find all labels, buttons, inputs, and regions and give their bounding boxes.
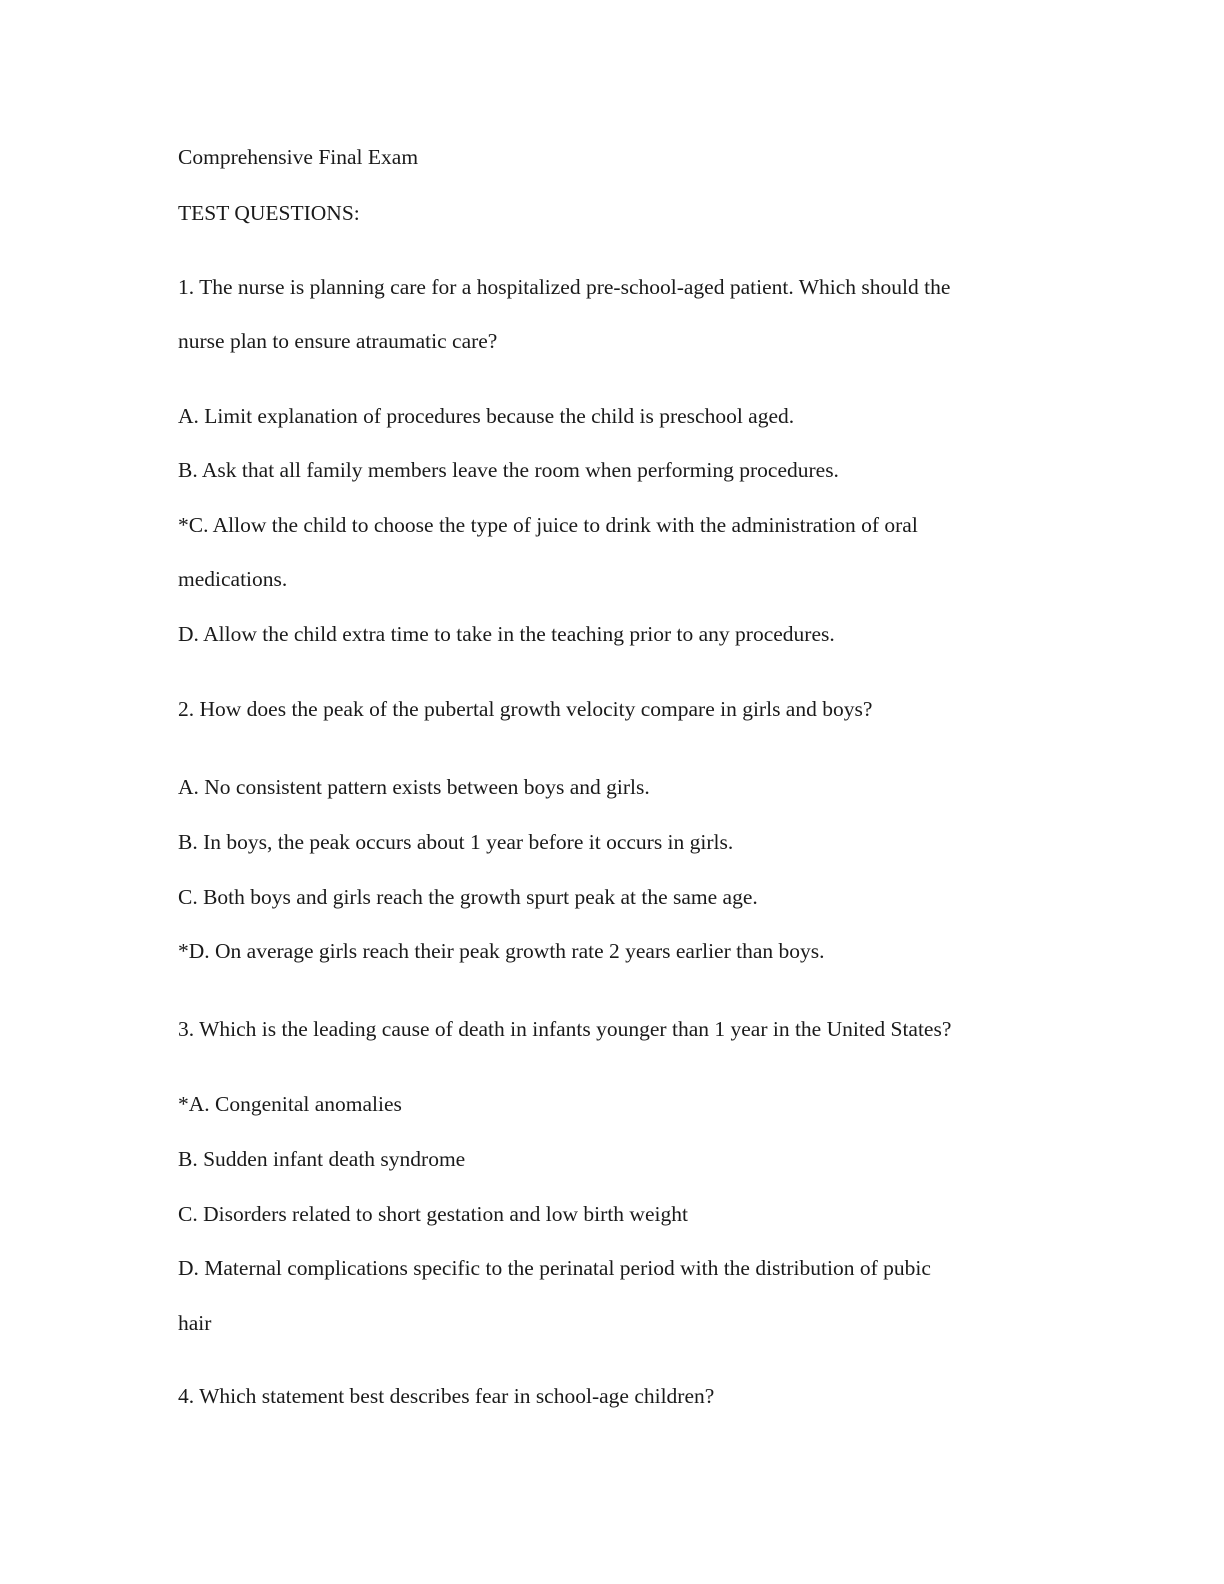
question-1-option-c-line-1: *C. Allow the child to choose the type of juice to drink with the administration of oral [178,513,918,537]
question-3-option-d-line-2: hair [178,1311,212,1335]
question-2-option-b: B. In boys, the peak occurs about 1 year before it occurs in girls. [178,830,734,854]
section-heading: TEST QUESTIONS: [178,201,360,225]
question-1-stem-line-1: 1. The nurse is planning care for a hospitalized pre-school-aged patient. Which should the [178,275,951,299]
question-3-option-d-line-1: D. Maternal complications specific to the perinatal period with the distribution of pubic [178,1256,931,1280]
question-1-option-c-line-2: medications. [178,567,288,591]
question-3-option-c: C. Disorders related to short gestation and low birth weight [178,1202,688,1226]
question-3-option-a: *A. Congenital anomalies [178,1092,402,1116]
question-4-stem: 4. Which statement best describes fear in school-age children? [178,1384,715,1408]
question-1-stem-line-2: nurse plan to ensure atraumatic care? [178,329,498,353]
question-1-option-b: B. Ask that all family members leave the room when performing procedures. [178,458,839,482]
question-3-stem: 3. Which is the leading cause of death in infants younger than 1 year in the United States? [178,1017,952,1041]
question-2-stem: 2. How does the peak of the pubertal growth velocity compare in girls and boys? [178,697,873,721]
document-title: Comprehensive Final Exam [178,145,419,169]
question-2-option-c: C. Both boys and girls reach the growth spurt peak at the same age. [178,885,758,909]
question-1-option-a: A. Limit explanation of procedures because the child is preschool aged. [178,404,795,428]
question-2-option-d: *D. On average girls reach their peak growth rate 2 years earlier than boys. [178,939,825,963]
question-1-option-d: D. Allow the child extra time to take in the teaching prior to any procedures. [178,622,835,646]
question-2-option-a: A. No consistent pattern exists between boys and girls. [178,775,650,799]
question-3-option-b: B. Sudden infant death syndrome [178,1147,466,1171]
